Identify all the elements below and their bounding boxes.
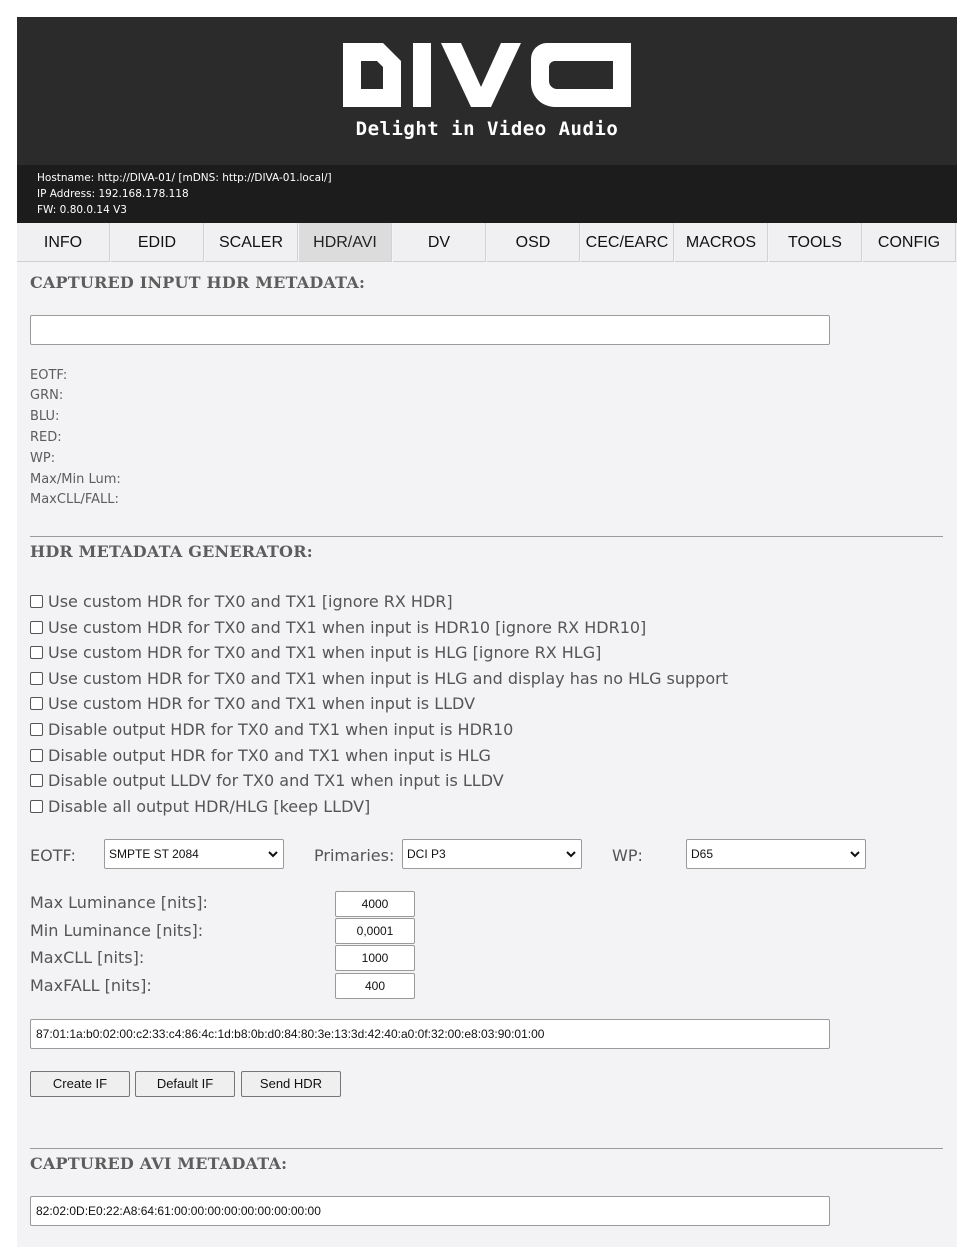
option-disable-hlg[interactable] <box>30 746 491 766</box>
option-custom-hlg-no-support[interactable] <box>30 669 728 689</box>
section-divider <box>30 536 943 537</box>
option-custom-lldv[interactable] <box>30 694 475 714</box>
option-label: Use custom HDR for TX0 and TX1 when input is HDR10 [ignore RX HDR10] <box>48 618 647 637</box>
app-window <box>17 17 957 1247</box>
default-if-button[interactable]: Default IF <box>135 1071 235 1097</box>
eotf-label: EOTF: <box>30 846 76 865</box>
option-custom-hdr10[interactable] <box>30 618 646 638</box>
min-luminance-label: Min Luminance [nits]: <box>30 921 204 940</box>
option-label: Disable output HDR for TX0 and TX1 when input is HLG <box>48 746 491 765</box>
chevron-down-icon <box>566 849 576 859</box>
maxcll-fall-meta-label: MaxCLL/FALL: <box>30 492 119 507</box>
max-luminance-input[interactable]: 4000 <box>335 891 415 917</box>
tab-osd[interactable]: OSD <box>487 223 580 262</box>
captured-hdr-field[interactable] <box>30 315 830 345</box>
checkbox[interactable] <box>30 749 43 762</box>
hostname-text: Hostname: http://DIVA-01/ [mDNS: http://DIVA-01.local/] <box>37 172 332 184</box>
option-label: Use custom HDR for TX0 and TX1 when input is HLG and display has no HLG support <box>48 669 728 688</box>
captured-avi-title: CAPTURED AVI METADATA: <box>30 1154 288 1173</box>
tab-config[interactable]: CONFIG <box>863 223 956 262</box>
tab-macros[interactable]: MACROS <box>675 223 768 262</box>
tab-bar <box>17 223 957 263</box>
eotf-select-value: SMPTE ST 2084 <box>109 847 199 861</box>
ip-address-text: IP Address: 192.168.178.118 <box>37 188 189 200</box>
header-banner <box>17 17 957 165</box>
primaries-select-value: DCI P3 <box>407 847 446 861</box>
chevron-down-icon <box>268 849 278 859</box>
generator-title: HDR METADATA GENERATOR: <box>30 542 313 561</box>
grn-meta-label: GRN: <box>30 388 64 403</box>
option-custom-hlg[interactable] <box>30 643 601 663</box>
firmware-text: FW: 0.80.0.14 V3 <box>37 204 127 216</box>
max-luminance-label: Max Luminance [nits]: <box>30 893 208 912</box>
tab-scaler[interactable]: SCALER <box>205 223 298 262</box>
tab-cec-earc[interactable]: CEC/EARC <box>581 223 674 262</box>
eotf-select[interactable] <box>104 839 284 869</box>
create-if-button[interactable]: Create IF <box>30 1071 130 1097</box>
checkbox[interactable] <box>30 595 43 608</box>
maxcll-input[interactable]: 1000 <box>335 945 415 971</box>
captured-hdr-title: CAPTURED INPUT HDR METADATA: <box>30 273 366 292</box>
chevron-down-icon <box>850 849 860 859</box>
option-label: Disable output LLDV for TX0 and TX1 when input is LLDV <box>48 771 504 790</box>
option-disable-all-hdr[interactable] <box>30 797 370 817</box>
send-hdr-button[interactable]: Send HDR <box>241 1071 341 1097</box>
maxcll-label: MaxCLL [nits]: <box>30 948 145 967</box>
primaries-select[interactable] <box>402 839 582 869</box>
checkbox[interactable] <box>30 621 43 634</box>
section-divider <box>30 1148 943 1149</box>
checkbox[interactable] <box>30 800 43 813</box>
checkbox[interactable] <box>30 672 43 685</box>
blu-meta-label: BLU: <box>30 409 60 424</box>
option-label: Use custom HDR for TX0 and TX1 [ignore RX HDR] <box>48 592 453 611</box>
primaries-label: Primaries: <box>314 846 395 865</box>
option-label: Use custom HDR for TX0 and TX1 when input is LLDV <box>48 694 476 713</box>
lum-meta-label: Max/Min Lum: <box>30 472 121 487</box>
maxfall-input[interactable]: 400 <box>335 973 415 999</box>
red-meta-label: RED: <box>30 430 62 445</box>
wp-select-value: D65 <box>691 847 714 861</box>
diva-logo <box>341 41 633 109</box>
maxfall-label: MaxFALL [nits]: <box>30 976 152 995</box>
tab-info[interactable]: INFO <box>17 223 110 262</box>
wp-label: WP: <box>612 846 643 865</box>
checkbox[interactable] <box>30 697 43 710</box>
checkbox[interactable] <box>30 723 43 736</box>
tagline: Delight in Video Audio <box>355 118 619 140</box>
checkbox[interactable] <box>30 646 43 659</box>
captured-avi-field[interactable]: 82:02:0D:E0:22:A8:64:61:00:00:00:00:00:00:00:00:00 <box>30 1196 830 1226</box>
wp-meta-label: WP: <box>30 451 56 466</box>
tab-tools[interactable]: TOOLS <box>769 223 862 262</box>
device-info-bar <box>17 165 957 223</box>
option-label: Disable output HDR for TX0 and TX1 when input is HDR10 <box>48 720 514 739</box>
infoframe-field[interactable]: 87:01:1a:b0:02:00:c2:33:c4:86:4c:1d:b8:0b:d0:84:80:3e:13:3d:42:40:a0:0f:32:00:e8:03:90:01:00 <box>30 1019 830 1049</box>
option-label: Use custom HDR for TX0 and TX1 when input is HLG [ignore RX HLG] <box>48 643 602 662</box>
option-disable-lldv[interactable] <box>30 771 504 791</box>
option-custom-hdr[interactable] <box>30 592 453 612</box>
wp-select[interactable] <box>686 839 866 869</box>
tab-edid[interactable]: EDID <box>111 223 204 262</box>
eotf-meta-label: EOTF: <box>30 368 68 383</box>
min-luminance-input[interactable]: 0,0001 <box>335 918 415 944</box>
checkbox[interactable] <box>30 774 43 787</box>
option-label: Disable all output HDR/HLG [keep LLDV] <box>48 797 371 816</box>
tab-hdr-avi[interactable]: HDR/AVI <box>299 223 392 262</box>
option-disable-hdr10[interactable] <box>30 720 513 740</box>
tab-dv[interactable]: DV <box>393 223 486 262</box>
